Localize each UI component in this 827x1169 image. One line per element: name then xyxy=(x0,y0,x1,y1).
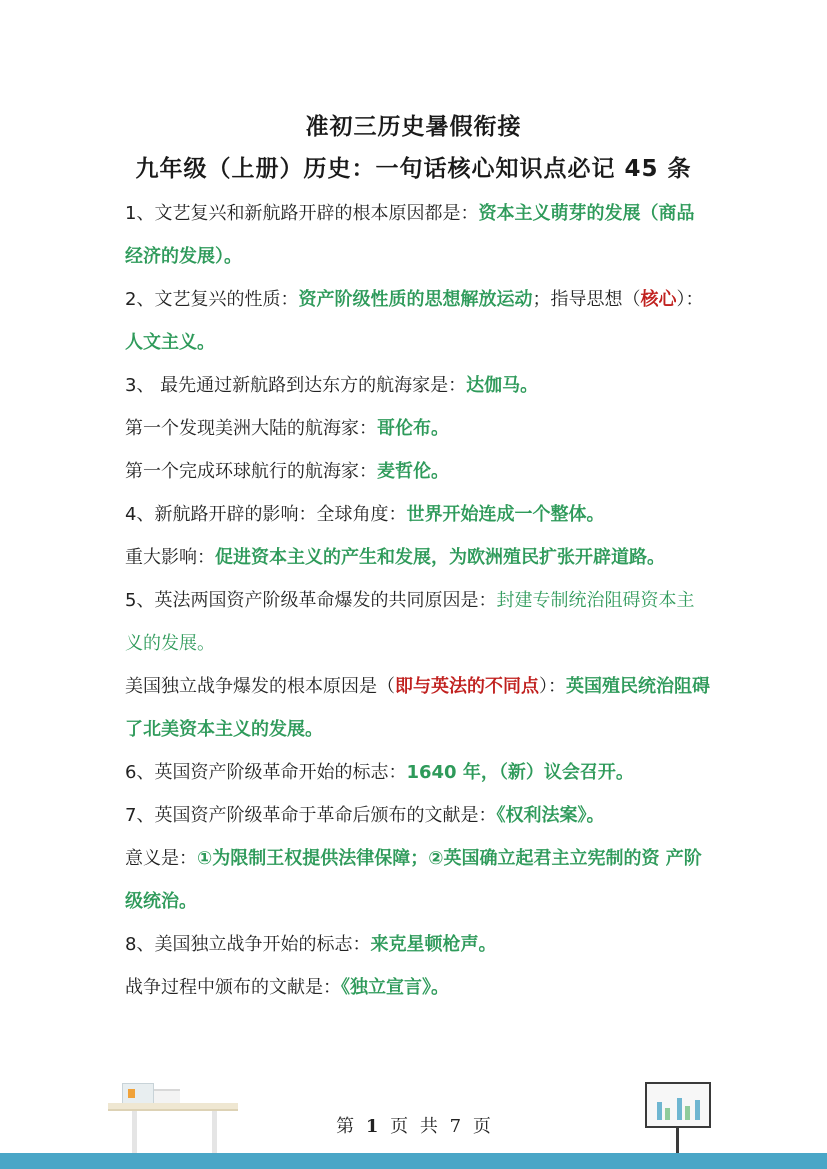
point-8: 8、美国独立战争开始的标志：来克星顿枪声。 xyxy=(125,934,497,955)
document-title: 准初三历史暑假衔接 xyxy=(305,114,522,140)
point-3: 3、 最先通过新航路到达东方的航海家是：达伽马。 xyxy=(125,375,539,396)
laptop-icon xyxy=(122,1083,154,1105)
point-4-impact: 重大影响：促进资本主义的产生和发展，为欧洲殖民扩张开辟道路。 xyxy=(125,547,665,568)
point-5: 5、英法两国资产阶级革命爆发的共同原因是：封建专制统治阻碍资本主义的发展。 xyxy=(125,590,695,654)
point-7-meaning: 意义是：①为限制王权提供法律保障；②英国确立起君主立宪制的资 产阶级统治。 xyxy=(125,848,702,912)
point-6: 6、英国资产阶级革命开始的标志：1640 年，（新）议会召开。 xyxy=(125,762,634,783)
point-7: 7、英国资产阶级革命于革命后颁布的文献是：《权利法案》。 xyxy=(125,805,605,826)
footer-floor-band xyxy=(0,1153,827,1169)
point-3-magellan: 第一个完成环球航行的航海家：麦哲伦。 xyxy=(125,461,449,482)
content-body xyxy=(125,192,710,1009)
point-1: 1、文艺复兴和新航路开辟的根本原因都是：资本主义萌芽的发展（商品经济的发展）。 xyxy=(125,203,695,267)
point-2: 2、文艺复兴的性质：资产阶级性质的思想解放运动；指导思想（核心）：人文主义。 xyxy=(125,289,704,353)
point-3-columbus: 第一个发现美洲大陆的航海家：哥伦布。 xyxy=(125,418,449,439)
point-8-document: 战争过程中颁布的文献是：《独立宣言》。 xyxy=(125,977,449,998)
desk-top xyxy=(108,1103,238,1111)
page-number: 第 1 页 共 7 页 xyxy=(336,1116,491,1137)
point-4: 4、新航路开辟的影响：全球角度：世界开始连成一个整体。 xyxy=(125,504,605,525)
point-5-usa: 美国独立战争爆发的根本原因是（即与英法的不同点）：英国殖民统治阻碍了北美资本主义的发展。 xyxy=(125,676,710,740)
document-subtitle: 九年级（上册）历史：一句话核心知识点必记 45 条 xyxy=(135,156,692,182)
